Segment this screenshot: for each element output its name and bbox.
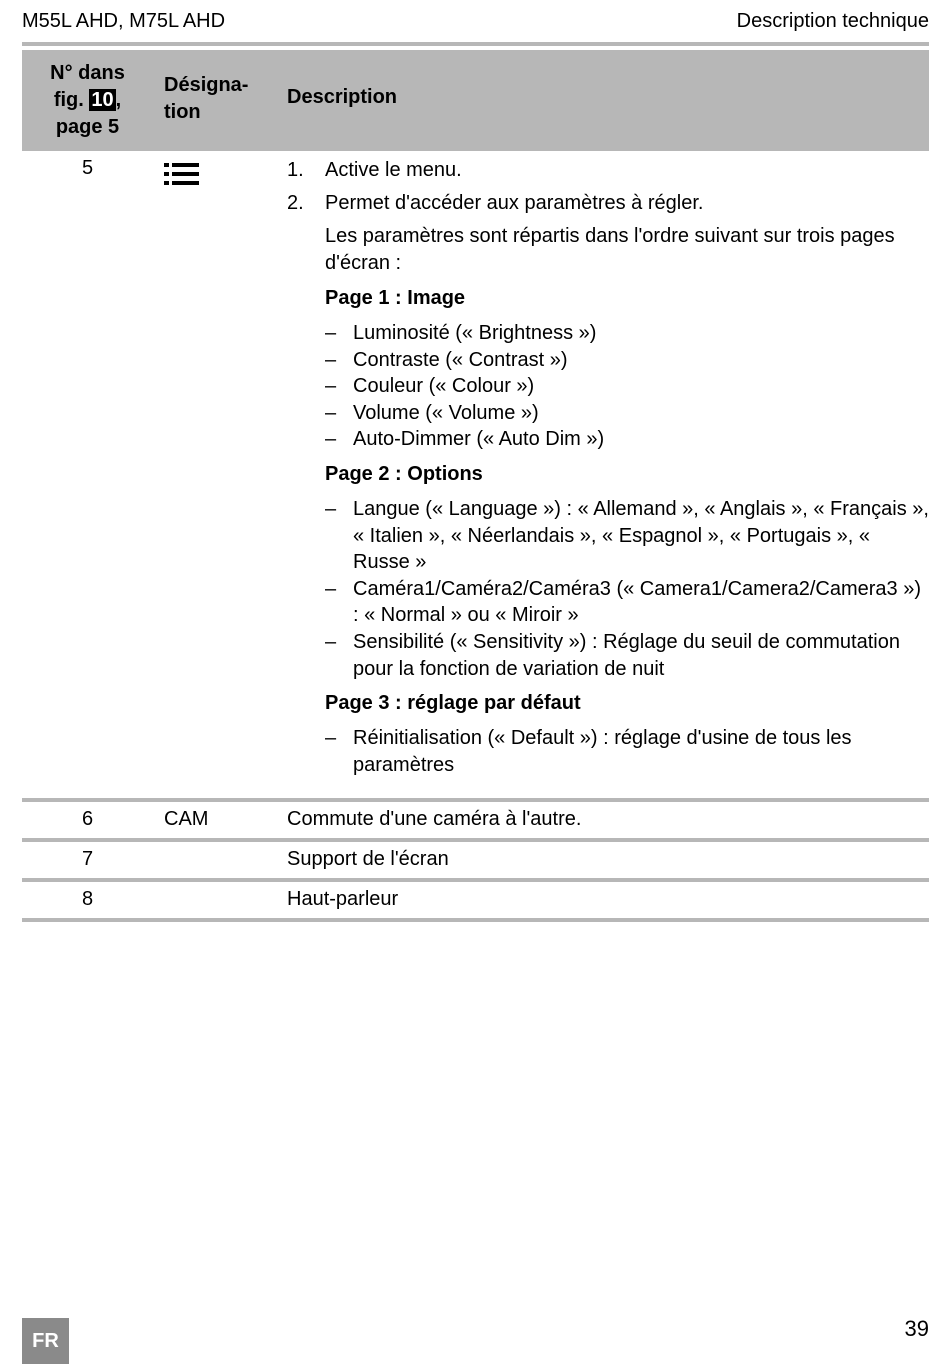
table-row	[22, 842, 929, 882]
table-row	[22, 882, 929, 922]
row-number: 6	[81, 808, 94, 830]
page-3-heading: Page 3 : réglage par défaut	[325, 692, 581, 715]
row-description: Support de l'écran	[287, 848, 449, 870]
page-1-list	[287, 320, 929, 453]
model-names: M55L AHD, M75L AHD	[22, 10, 226, 32]
fig-prefix: fig.	[53, 89, 84, 111]
page-2-list	[287, 496, 929, 682]
list-item: – Luminosité (« Brightness »)	[325, 322, 597, 344]
list-item: – Réinitialisation (« Default ») : réglage d'usine de tous les paramètres	[325, 727, 852, 776]
table-row	[22, 151, 929, 802]
list-item: – Langue (« Language ») : « Allemand », « Anglais », « Français », « Italien », « Néerlandais », « Espagnol », « Portugais », « Russe »	[325, 497, 929, 574]
row-number: 8	[81, 888, 94, 910]
column-header-number-line2	[22, 87, 153, 114]
list-item: – Caméra1/Caméra2/Caméra3 (« Camera1/Camera2/Camera3 ») : « Normal » ou « Miroir »	[325, 577, 921, 627]
menu-list-icon	[164, 162, 200, 188]
step-item: 1. Active le menu.	[287, 159, 462, 181]
row-number: 5	[81, 157, 94, 179]
row-description: Commute d'une caméra à l'autre.	[287, 808, 582, 830]
list-item: – Auto-Dimmer (« Auto Dim »)	[325, 428, 605, 451]
table-header	[22, 50, 929, 151]
page-1-heading: Page 1 : Image	[325, 287, 466, 309]
column-header-number	[22, 60, 153, 141]
row-number: 7	[81, 848, 94, 870]
row-designation: CAM	[164, 808, 209, 830]
column-header-description: Description	[287, 86, 398, 108]
table-row	[22, 802, 929, 842]
step-item: 2. Permet d'accéder aux paramètres à régler.	[287, 192, 704, 214]
column-header-designation-line1: Désigna-	[164, 74, 249, 96]
list-item: – Couleur (« Colour »)	[325, 375, 535, 398]
column-header-number-line1: N° dans	[50, 62, 125, 84]
figure-reference: 10	[91, 89, 114, 111]
section-title: Description technique	[736, 10, 929, 32]
page-3-list	[287, 725, 929, 778]
settings-intro: Les paramètres sont répartis dans l'ordre suivant sur trois pages d'écran :	[325, 225, 895, 274]
steps-list	[287, 157, 929, 216]
fig-suffix: ,	[115, 89, 122, 111]
row-description	[287, 157, 929, 778]
page-2-heading: Page 2 : Options	[325, 462, 483, 485]
column-header-designation-line2: tion	[164, 101, 201, 123]
language-badge: FR	[22, 1318, 69, 1364]
page-number: 39	[904, 1316, 929, 1341]
description-table	[22, 50, 929, 922]
page-header	[22, 8, 929, 46]
column-header-number-line3: page 5	[55, 116, 120, 138]
column-header-designation	[164, 72, 248, 126]
list-item: – Volume (« Volume »)	[325, 401, 539, 424]
list-item: – Sensibilité (« Sensitivity ») : Réglage du seuil de commutation pour la fonction de variation de nuit	[325, 630, 900, 680]
row-description: Haut-parleur	[287, 888, 399, 910]
list-item: – Contraste (« Contrast »)	[325, 348, 568, 371]
